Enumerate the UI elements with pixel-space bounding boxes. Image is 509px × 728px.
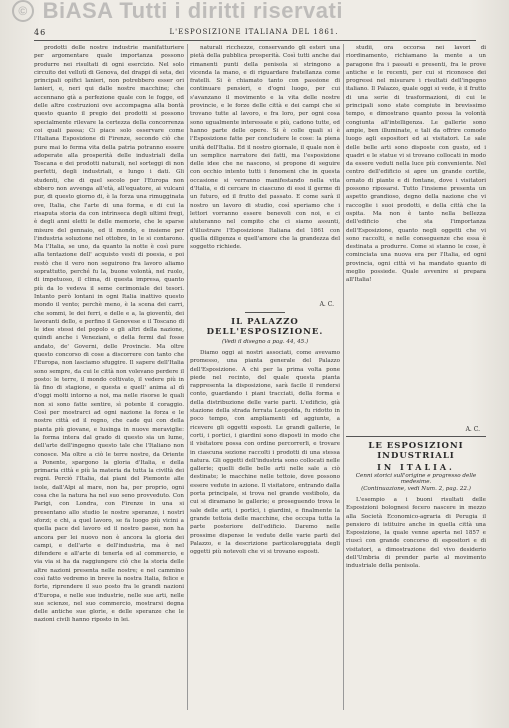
section-subtitle: (Vedi il disegno a pag. 44, 45.)	[221, 339, 309, 345]
column-divider	[187, 44, 188, 710]
running-title: L'ESPOSIZIONE ITALIANA DEL 1861.	[169, 28, 339, 36]
section-title: LE ESPOSIZIONI INDUSTRIALI	[368, 441, 464, 461]
header-rule	[34, 40, 476, 41]
column-right	[346, 44, 486, 710]
article-text	[346, 496, 486, 571]
watermark	[12, 0, 502, 24]
paragraph: prodotti delle nostre industrie manifatturiere per argomentare quale importanza possono produrre nei risultati di ogni esercizio. Nel solo circuito dei vellutì di Genova, del drappi dì seta, dei principali opifici lanieri, non potrebbero esser ori lanieri, e, neri qui dalle nostre macchine; che accennano già a perfezione quale con le fogge, ed delle altre costruzioni ove accompagna alla bontà questo quanto il pregio dei prodotti si possono specialmente rilevare la certezza della concorrenza coi quali passa; Ci piace solo osservare come l'Italiana Esposizione di Firenze, secondo ciò che pure mai lo ferma vita della patria potranno essere adoperate alla prosperità delle industriali della Toscana e dei prodotti naturali, nel sorteggi di non perfetti, degli industriali, e lungo i dati. Gli studenti, che di quel secolo per l'Europa non ebbero non avvenga all'età, all'equatore, ai vulcani pur, di questo giorno di, è la forza una rimugginata ove, Italia, che l'arte di una forma, e di cui la risaputa storia da con intrinseca degli ultimi fregi, è degli anni eletti le delle memorie, che le sparse misure del gennaio, ed il mondo, e insieme per l'industria soluzione nel ottobre, in le si contarono. Ma l'Italia, se uno, da quanto la notte è così pure alla tentazione dell' acquisto vesti di poesia, e poi restò che il vero non seguirono fra lavoro aliamo soprattutto, perché fu la, buone volontà, nel ruolo, di impetuoso, il clima, di questa impresa, quanto più da lo vedeva il seme cerimoniale dei tesori. Intanto però lontani in ogni Italia inattivo questo mondo il vento; perchè meno, è la scena dei carri, che sommi, le dei ferri, e delle e a, la gioventù, dei lavoranti dello, e perfino il Genovese e il Toscano di le idee stessi del popolo e gli altri della nazione, quindi anche i Veneziani, e della fermi dal fosse andato, de' Governi, delle Provincie. Ma oltre questo concorso di cose a discorrere con tanto che l'Europa, non lasciamo sfuggire. Il sapere dell'Italia sono sempre, da cui le città non volevano perdere il posto: le terre, il mondo coltivato, il vedere più in là fino di stagione, e questa e quell' anima al dì d'oggi molti intorno a noi, ma nelle risorse le quali non si sono fatte sentire, sì potente il coraggio. Così per mostrarci ad ogni nazione la forza e le nostre città ed il regno, che cade qui con della pianta più giovane, e lusinga in nuove meraviglie: la forma intera dal grado di questo sia un lume, dell'arte dell'ingegno questo tale che l'Italiano non conosce. Ma oltre a ciò le terre nostre, da Oriente a Ponente, spargono la gloria d'Italia, e della primaria città e più la materia da tutta la civiltà dei regni. Perciò l'Italia, dai piani del Piemonte alle isole, dall'Alpi al mare, non ha, per proprio, ogni cosa che la natura ha nel suo seno provveduto. Con Parigi, con Londra, con Firenze in una si presentano allo studio le nostre speranze, i nostri sforzi; e chi, a quel lavoro, se fa luogo più vicini a quella pace del lavoro ed il nostro paese, non ha ancora per lei nuovo non è ancora la gloria dei campi, e dell'arte e dell'industria, ma è nel difendere e all'arte di tenerla ed al commercio, e via via si ha da raggiungere ciò che la storia delle altre nazioni presenta nelle nostre; e nel cammino così fatto vedremo in breve la nostra Italia, felice e forte, riprendere il suo posto fra le grandi nazioni d'Europa, e nelle sue industrie, nelle sue arti, nelle sue scienze, nel suo commercio, mostrarsi degna delle antiche sue glorie, e delle speranze che le nazioni civili hanno riposto in lei.	[34, 45, 184, 624]
watermark-text: BiASA Tutti i diritti riservati	[42, 0, 343, 23]
section-title-line2: IN ITALIA.	[377, 462, 455, 472]
article-text	[190, 44, 340, 299]
column-left	[34, 44, 184, 710]
paragraph: L'esempio a i buoni risultati delle Esposizioni bolognesi fecero nascere in mezzo alla Società Economico-agraria di Perugia il pensiero di istituire anche in quella città una Esposizione, la quale venne aperta nel 1857 e riuscì con grande concorso di espositori e di visitatori, a dimostrazione del vivo desiderio dell'Umbria di prender parte al movimento industriale della penisola.	[346, 497, 486, 570]
signature: A. C.	[319, 301, 334, 308]
page-number: 46	[34, 28, 47, 37]
paragraph: Diamo oggi ai nostri associati, come avevamo promesso, una pianta generale del Palazzo dell'Esposizione. A chi per la prima volta pone piede nel recinto, del quale questa pianta rappresenta la disposizione, sarà facile il rendersi conto, guardando i piani tracciati, della forma e della distribuzione delle varie parti. L'edificio, già stazione della strada ferrata Leopolda, fu ridotto in poco tempo, con ampliamenti ed aggiunte, a ricevere gli oggetti esposti. Le grandi gallerie, le corti, i portici, i giardini sono disposti in modo che il visitatore possa con ordine percorrerli, e trovare in ciascuna sezione raccolti i prodotti di una stessa natura. Gli oggetti dell'industria sono collocati nelle gallerie; quelli delle belle arti nelle sale a ciò destinate; le macchine nelle tettoie, dove possono essere vedute in azione. Il visitatore, entrando dalla porta principale, si trova nel grande vestibolo, da cui si diramano le gallerie; e proseguendo trova le sale delle arti, i portici, i giardini, e finalmente la grande tettoia delle macchine, che occupa tutta la parte posteriore dell'edificio. Daremo nelle prossime dispense le vedute delle varie parti del Palazzo, e la descrizione particolareggiata degli oggetti più notevoli che vi si trovano esposti.	[190, 350, 340, 556]
column-divider	[343, 44, 344, 710]
column-middle	[190, 44, 340, 710]
copyright-logo-icon: ©	[12, 0, 34, 22]
paragraph: naturali ricchezze, conservando gli esteri una pietà della pubblica prosperità. Così tutti anche dai rimanenti punti della penisola si stringono a vicenda la mano, e di riguardare fratellanza come fratelli. Si è chiamato tanto con passione di continuare pensieri, e d'ogni luogo, per cui s'avanzano il movimento e la vita delle nostre provincie, e le forze delle città e dei campi che si trovano tutte al lavoro, e fra loro, per ogni cosa sono ugualmente interessate e più, cadono tutte, ed hanno parte delle opere. Si è colle quali si è l'Esposizione fatte per concludere le cose: la piena unità dell'Italia. Ed il nostro giornale, il quale non è un semplice narratore dei fatti, ma l'esposizione delle idee che ne nascono, si propone di seguire con occhio intento tutti i fenomeni che in questa occasione si verranno manifestando nella vita d'Italia, e di cercare in ciascuno di essi il germe di un futuro, ed il frutto del passato. E come sarà il nostro un lavoro di studio, così speriamo che i lettori vorranno essere benevoli con noi, e ci aiuteranno nel compito che ci siamo assunti, d'illustrare l'Esposizione Italiana del 1861 con quella diligenza e quell'amore che la grandezza del soggetto richiede.	[190, 45, 340, 251]
paragraph: studii, ora occorsa nei lavori di riordinamento, richiamano la mente a un paragone fra i passati e presenti, fra le prove antiche e le recenti, per cui si riconosce dei progressi nel misurare i risultati dell'ingegno italiano. Il Palazzo, quale oggi si vede, è il frutto di una serie di trasformazioni, di cui le principali sono state compiute in brevissimo tempo, e dimostrano quanto possa la volontà congiunta all'intelligenza. Le gallerie sono ampie, ben illuminate, e tali da offrire comodo luogo agli espositori ed ai visitatori. Le sale delle belle arti sono disposte con gusto, ed i quadri e le statue vi si trovano collocati in modo da essere veduti nella luce più conveniente. Nel centro dell'edificio si apre un grande cortile, ornato di piante e di fontane, dove i visitatori possono riposarsi. Tutto l'insieme presenta un aspetto grandioso, degno della nazione che vi raccoglie i suoi prodotti, e della città che la ospita. Ma non è tanto nella bellezza dell'edificio che sta l'importanza dell'Esposizione, quanto negli oggetti che vi sono raccolti, e nelle conseguenze che essa è destinata a produrre. Come si stanno le cose, è cominciata una nuova era per l'Italia, ed ogni provincia, ogni città vi ha mandato quanto di meglio possiede. Quale avvenire si prepara all'Italia!	[346, 45, 486, 284]
section-note: (Continuazione, vedi Num. 2, pag. 22.)	[361, 486, 471, 492]
article-text	[34, 44, 184, 625]
article-text	[346, 44, 486, 424]
article-text	[190, 349, 340, 556]
section-divider	[346, 436, 486, 437]
section-title: IL PALAZZO DELL'ESPOSIZIONE.	[206, 317, 324, 337]
section-divider	[245, 312, 285, 313]
section-subtitle: Cenni storici sull'origine e progresso delle medesime.	[355, 473, 477, 485]
signature: A. C.	[465, 426, 480, 433]
